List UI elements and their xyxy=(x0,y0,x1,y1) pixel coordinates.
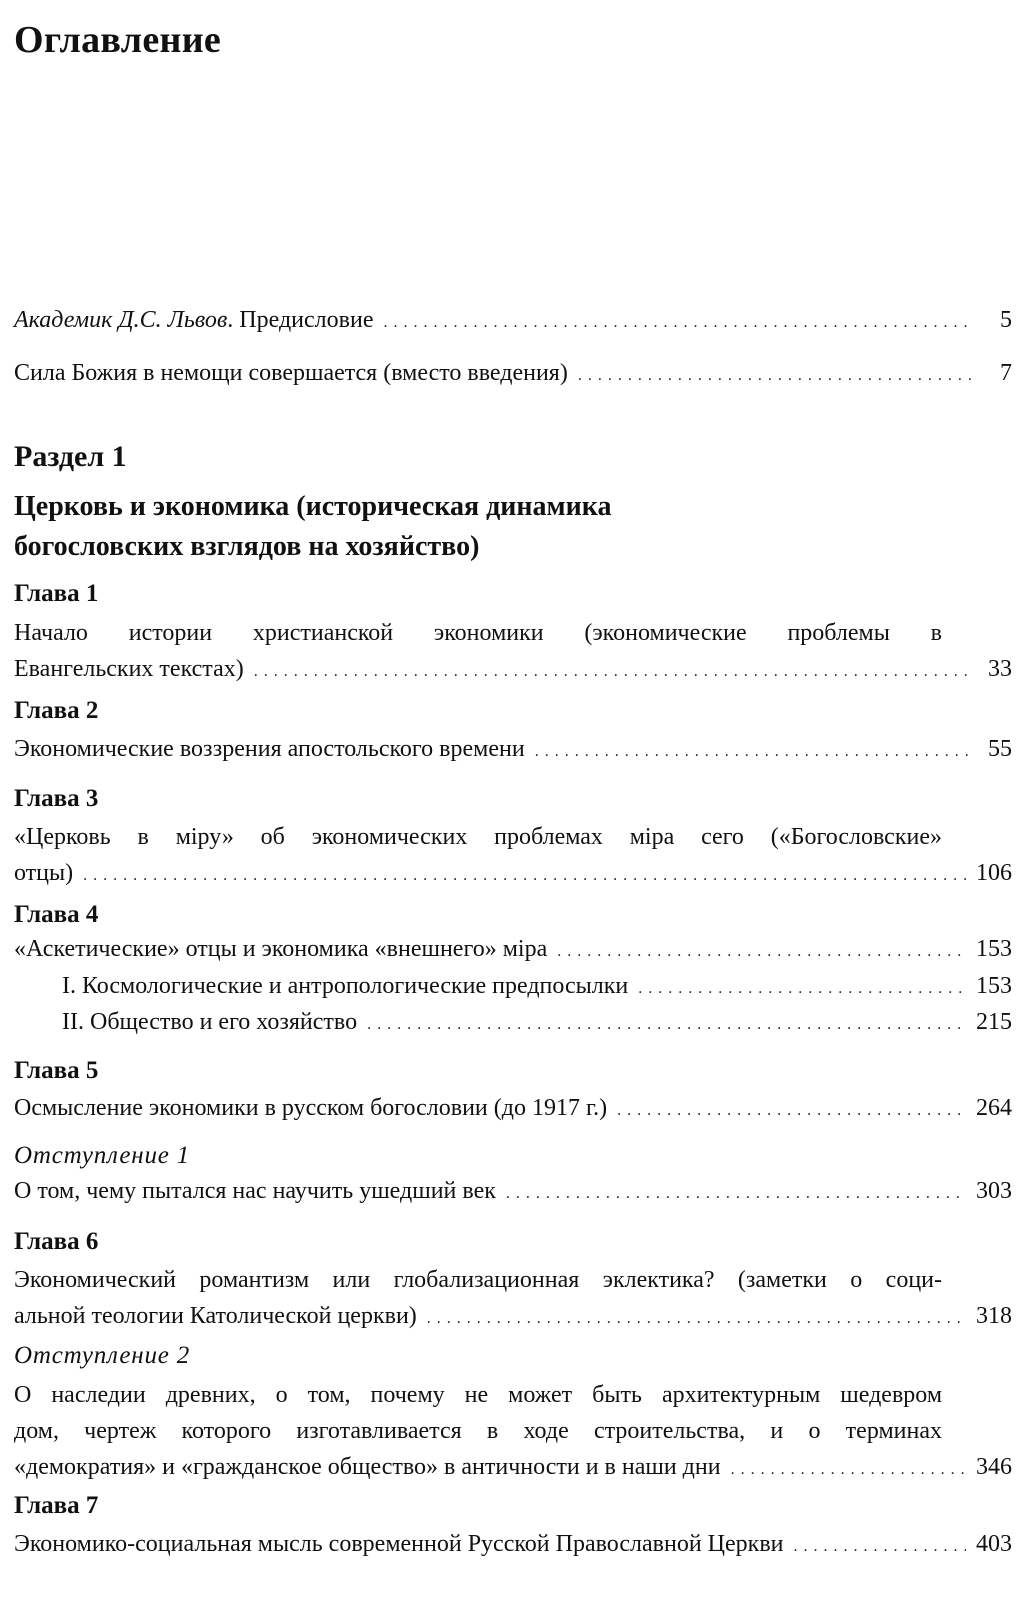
toc-entry-chapter-7[interactable] xyxy=(14,1526,1012,1565)
dot-leader xyxy=(535,731,972,770)
dot-leader xyxy=(557,931,966,970)
dot-leader xyxy=(578,355,972,394)
toc-entry-digression-2[interactable] xyxy=(14,1377,1012,1488)
subentry-title: I. Космологические и антропологические предпосылки xyxy=(62,973,629,999)
dot-leader xyxy=(427,1298,966,1337)
page-number: 318 xyxy=(976,1303,1012,1329)
toc-entry-preface[interactable] xyxy=(14,302,1012,341)
page-number: 264 xyxy=(976,1095,1012,1121)
page-number: 7 xyxy=(1000,360,1012,386)
section-title-line2: богословских взглядов на хозяйство) xyxy=(14,531,480,562)
section-title-line1: Церковь и экономика (историческая динамика xyxy=(14,491,612,522)
toc-entry-chapter-1[interactable] xyxy=(14,615,1012,690)
entry-title-last-line: альной теологии Католической церкви) xyxy=(14,1303,417,1329)
chapter-label: Глава 6 xyxy=(14,1228,99,1255)
chapter-label: Глава 1 xyxy=(14,580,99,607)
dot-leader xyxy=(617,1090,966,1129)
dot-leader xyxy=(638,968,966,1007)
entry-title: Осмысление экономики в русском богословии (до 1917 г.) xyxy=(14,1095,608,1121)
toc-subentry[interactable] xyxy=(14,968,1012,1007)
chapter-label: Глава 3 xyxy=(14,785,99,812)
page-number: 33 xyxy=(988,656,1012,682)
toc-entry-chapter-5[interactable] xyxy=(14,1090,1012,1129)
dot-leader xyxy=(383,302,972,341)
page-number: 153 xyxy=(976,973,1012,999)
entry-title-line: дом, чертеж которого изготавливается в ходе строительства, и о терминах xyxy=(14,1418,942,1444)
dot-leader xyxy=(83,855,966,894)
entry-title: Сила Божия в немощи совершается (вместо введения) xyxy=(14,360,568,386)
chapter-label: Глава 5 xyxy=(14,1057,99,1084)
entry-title-last-line: Евангельских текстах) xyxy=(14,656,244,682)
page-number: 153 xyxy=(976,936,1012,962)
toc-subentry[interactable] xyxy=(14,1004,1012,1043)
dot-leader xyxy=(367,1004,966,1043)
entry-title: Экономико-социальная мысль современной Русской Православной Церкви xyxy=(14,1531,784,1557)
digression-label: Отступление 2 xyxy=(14,1342,191,1369)
page-number: 346 xyxy=(976,1454,1012,1480)
preface-author: Академик Д.С. Львов xyxy=(14,307,228,333)
entry-title-last-line: отцы) xyxy=(14,860,74,886)
subentry-title: II. Общество и его хозяйство xyxy=(62,1009,358,1035)
page-number: 5 xyxy=(1000,307,1012,333)
toc-entry-digression-1[interactable] xyxy=(14,1173,1012,1212)
toc-entry-chapter-6[interactable] xyxy=(14,1262,1012,1337)
toc-entry-chapter-4[interactable] xyxy=(14,931,1012,970)
dot-leader xyxy=(254,651,972,690)
digression-label: Отступление 1 xyxy=(14,1142,191,1169)
entry-title-line: Начало истории христианской экономики (экономические проблемы в xyxy=(14,620,942,646)
page-title: Оглавление xyxy=(14,19,222,61)
toc-page xyxy=(14,0,1012,1600)
chapter-label: Глава 7 xyxy=(14,1492,99,1519)
entry-title-line: «Церковь в міру» об экономических проблемах міра сего («Богословские» xyxy=(14,824,942,850)
section-label: Раздел 1 xyxy=(14,440,127,473)
toc-entry-chapter-3[interactable] xyxy=(14,819,1012,894)
dot-leader xyxy=(794,1526,967,1565)
entry-title: О том, чему пытался нас научить ушедший век xyxy=(14,1178,496,1204)
toc-entry-introduction[interactable] xyxy=(14,355,1012,394)
page-number: 303 xyxy=(976,1178,1012,1204)
page-number: 55 xyxy=(988,736,1012,762)
page-number: 403 xyxy=(976,1531,1012,1557)
chapter-label: Глава 2 xyxy=(14,697,99,724)
toc-entry-chapter-2[interactable] xyxy=(14,731,1012,770)
page-number: 215 xyxy=(976,1009,1012,1035)
entry-title-line: О наследии древних, о том, почему не может быть архитектурным шедевром xyxy=(14,1382,942,1408)
entry-title-last-line: «демократия» и «гражданское общество» в античности и в наши дни xyxy=(14,1454,721,1480)
entry-title: «Аскетические» отцы и экономика «внешнего» міра xyxy=(14,936,548,962)
entry-title-line: Экономический романтизм или глобализационная эклектика? (заметки о соци- xyxy=(14,1267,942,1293)
dot-leader xyxy=(731,1449,966,1488)
page-number: 106 xyxy=(976,860,1012,886)
preface-title: . Предисловие xyxy=(227,307,374,333)
entry-title: Экономические воззрения апостольского времени xyxy=(14,736,525,762)
chapter-label: Глава 4 xyxy=(14,901,99,928)
dot-leader xyxy=(506,1173,966,1212)
